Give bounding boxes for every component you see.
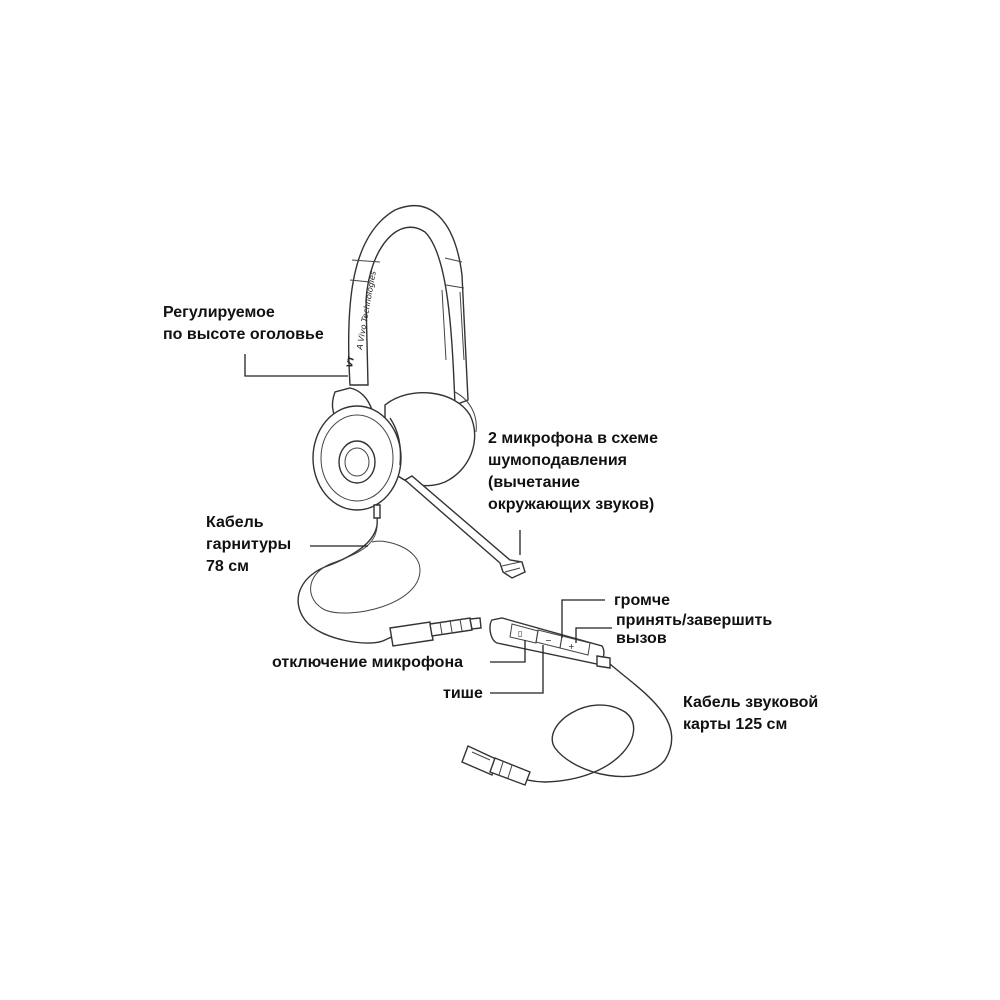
- brand-logo: VT: [345, 355, 356, 369]
- label-headband: Регулируемое по высоте оголовье: [163, 304, 324, 343]
- svg-text:+: +: [568, 642, 575, 651]
- label-mic-mute: отключение микрофона: [272, 654, 464, 671]
- brand-text: A Vivo Technologies: [355, 270, 378, 351]
- svg-text:▯: ▯: [518, 629, 523, 638]
- label-soundcard-cable: Кабель звуковой карты 125 см: [683, 694, 819, 733]
- label-microphones: 2 микрофона в схеме шумоподавления (вычетание окружающих звуков): [488, 430, 659, 513]
- label-volume-down: тише: [443, 685, 483, 702]
- label-headset-cable: Кабель гарнитуры 78 см: [206, 514, 292, 575]
- svg-text:−: −: [545, 636, 552, 645]
- label-volume-up: громче: [614, 592, 671, 609]
- label-answer-end: принять/завершить вызов: [616, 612, 773, 647]
